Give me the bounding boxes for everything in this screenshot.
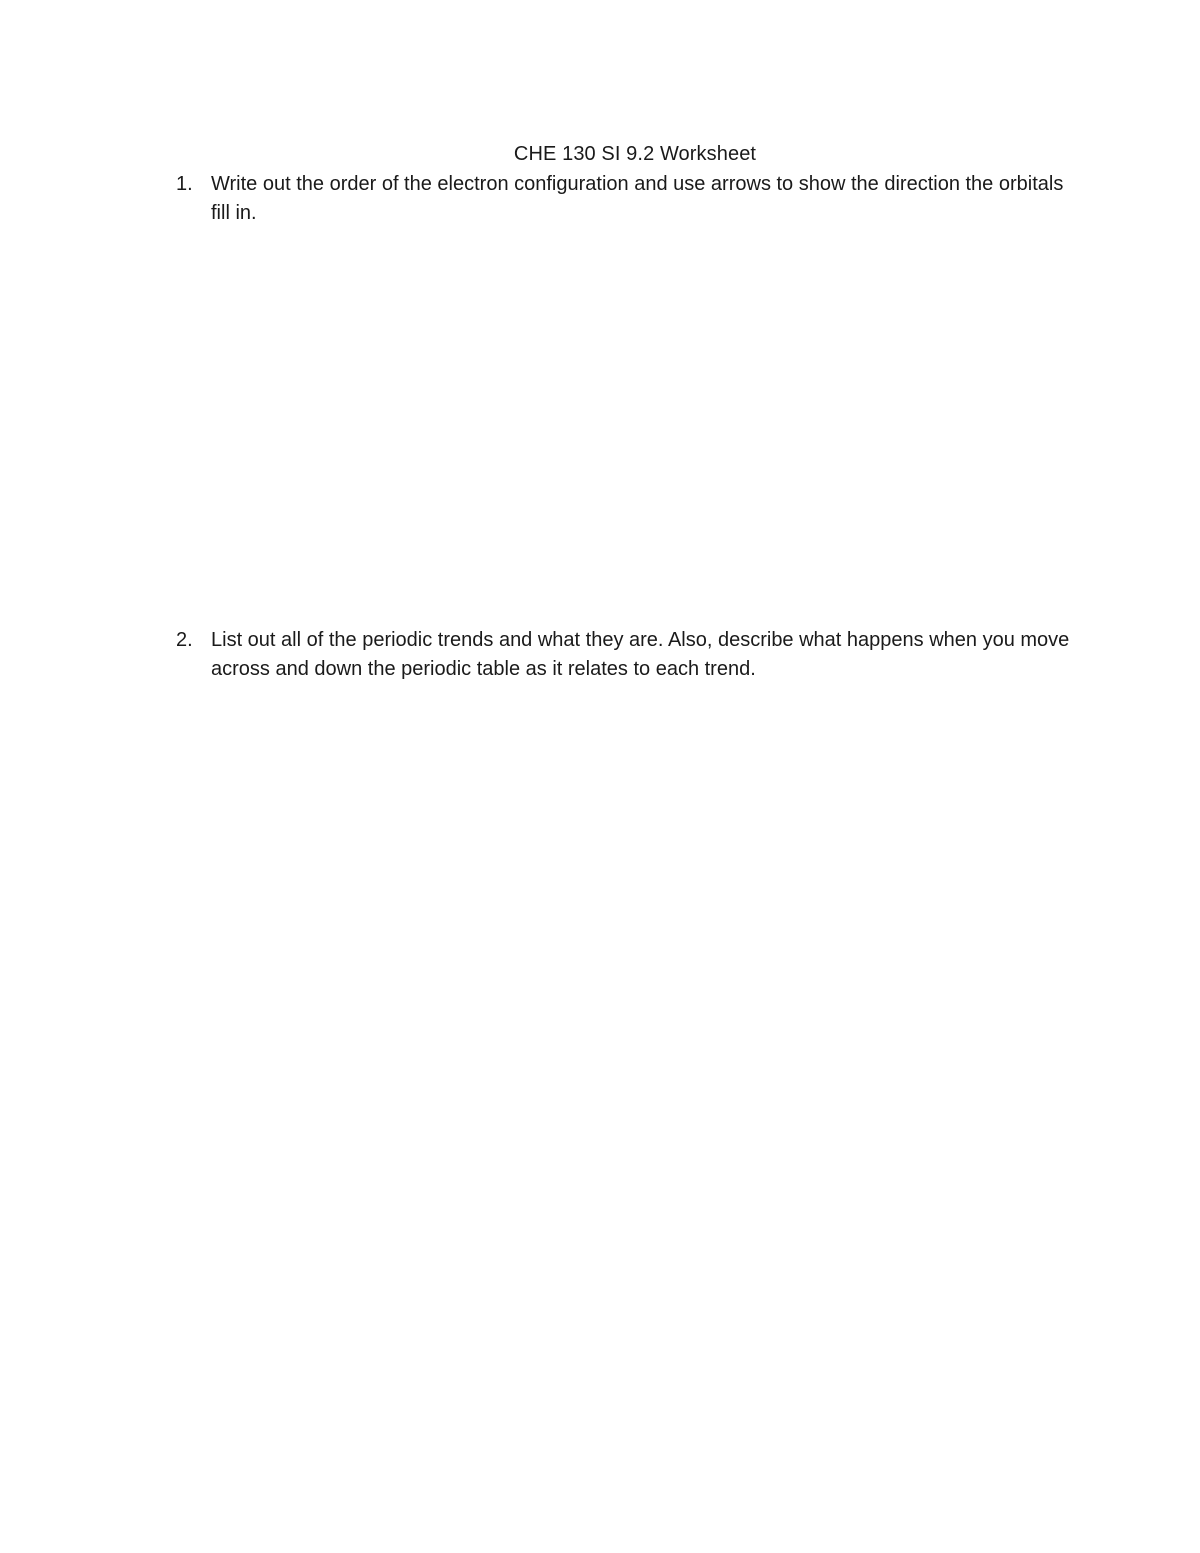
question-1-text: Write out the order of the electron configuration and use arrows to show the direction the orbitals fill in. <box>211 173 1064 224</box>
worksheet-title: CHE 130 SI 9.2 Worksheet <box>513 143 757 165</box>
question-2-number: 2. <box>176 629 193 651</box>
question-1-number: 1. <box>176 173 193 195</box>
question-2-text: List out all of the periodic trends and what they are. Also, describe what happens when you move across and down the periodic table as it relates to each trend. <box>211 629 1070 680</box>
